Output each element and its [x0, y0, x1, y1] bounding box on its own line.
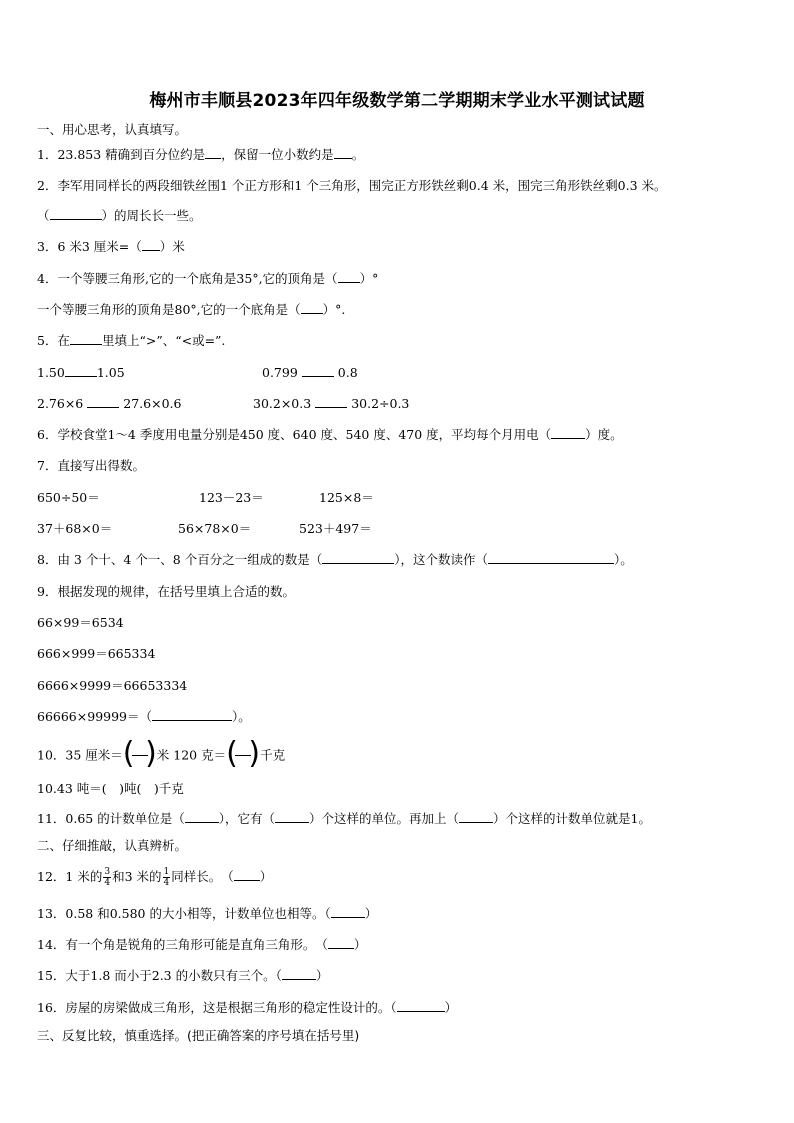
page-title: 梅州市丰顺县2023年四年级数学第二学期期末学业水平测试试题	[149, 91, 645, 111]
fraction: $\frac{3}{4}$	[104, 867, 111, 888]
compare-item: 30.2×0.3 30.2÷0.3	[253, 396, 410, 411]
section-2-heading: 二、仔细推敲，认真辨析。	[37, 838, 188, 853]
answer-blank[interactable]	[65, 364, 97, 377]
question-5: 5．在 里填上“>”、“<或=”.	[37, 333, 226, 348]
answer-blank[interactable]	[50, 207, 102, 220]
question-14: 14．有一个角是锐角的三角形可能是直角三角形。 （ ）	[37, 937, 367, 952]
question-2-line-1: 2．李军用同样长的两段细铁丝围1 个正方形和1 个三角形，围完正方形铁丝剩0.4 米，围完三角形铁丝剩0.3 米。	[37, 178, 667, 193]
question-10-line-2: 10.43 吨＝( )吨( )千克	[37, 781, 184, 796]
question-12: 12．1 米的 $\frac{3}{4}$ 和3 米的 $\frac{1}{4}$ 同样长。 （ ）	[37, 867, 273, 888]
answer-blank[interactable]	[488, 551, 614, 564]
section-3-heading: 三、反复比较，慎重选择。(把正确答案的序号填在括号里)	[37, 1028, 360, 1043]
pattern-line: 666×999＝665334	[37, 646, 156, 661]
answer-blank[interactable]	[282, 967, 316, 980]
question-16: 16．房屋的房梁做成三角形，这是根据三角形的稳定性设计的。（ ）	[37, 1000, 458, 1015]
question-9: 9．根据发现的规律，在括号里填上合适的数。	[37, 584, 295, 599]
pattern-line: 66666×99999＝（ ）。	[37, 709, 251, 724]
calc-item: 123－23＝	[199, 490, 264, 505]
answer-blank[interactable]	[302, 364, 334, 377]
question-2-line-2: （ ）的周长长一些。	[37, 208, 202, 223]
calc-item: 523＋497＝	[299, 521, 372, 536]
pattern-line: 6666×9999＝66653334	[37, 678, 188, 693]
question-8: 8．由 3 个十、4 个一、8 个百分之一组成的数是（ ），这个数读作（ ）。	[37, 552, 633, 567]
question-3: 3．6 米3 厘米=（ ）米	[37, 239, 185, 254]
answer-blank[interactable]	[301, 301, 323, 314]
answer-blank[interactable]	[152, 708, 232, 721]
answer-blank[interactable]	[275, 810, 309, 823]
compare-item: 0.799 0.8	[262, 365, 358, 380]
answer-blank[interactable]	[142, 238, 160, 251]
compare-item: 2.76×6 27.6×0.6	[37, 396, 182, 411]
answer-blank[interactable]	[338, 270, 360, 283]
calc-item: 125×8＝	[319, 490, 374, 505]
fraction-blank[interactable]: ( )	[122, 736, 157, 771]
question-13: 13．0.58 和0.580 的大小相等，计数单位也相等。（ ）	[37, 906, 378, 921]
section-1-heading: 一、用心思考，认真填写。	[37, 122, 188, 137]
answer-blank[interactable]	[87, 395, 119, 408]
answer-blank	[70, 332, 102, 345]
answer-blank[interactable]	[459, 810, 493, 823]
answer-blank[interactable]	[185, 810, 219, 823]
answer-blank[interactable]	[234, 868, 260, 881]
calc-item: 650÷50＝	[37, 490, 100, 505]
answer-blank[interactable]	[322, 551, 394, 564]
answer-blank[interactable]	[551, 426, 585, 439]
answer-blank[interactable]	[397, 999, 445, 1012]
answer-blank[interactable]	[331, 905, 365, 918]
answer-blank[interactable]	[334, 146, 352, 159]
fraction: $\frac{1}{4}$	[163, 867, 170, 888]
question-10: 10．35 厘米＝ ( ) 米 120 克＝ ( ) 千克	[37, 736, 286, 771]
answer-blank[interactable]	[315, 395, 347, 408]
fraction-blank[interactable]: ( )	[226, 736, 261, 771]
question-4-line-2: 一个等腰三角形的顶角是80°,它的一个底角是（ ）°.	[37, 302, 346, 317]
compare-item: 1.50 1.05	[37, 365, 125, 380]
question-15: 15．大于1.8 而小于2.3 的小数只有三个。（ ）	[37, 968, 329, 983]
answer-blank[interactable]	[205, 146, 221, 159]
question-4-line-1: 4．一个等腰三角形,它的一个底角是35°,它的顶角是（ ）°	[37, 271, 379, 286]
question-6: 6．学校食堂1～4 季度用电量分别是450 度、640 度、540 度、470 度，平均每个月用电（ ）度。	[37, 427, 623, 442]
answer-blank[interactable]	[328, 936, 354, 949]
question-7: 7．直接写出得数。	[37, 458, 145, 473]
calc-item: 56×78×0＝	[178, 521, 252, 536]
question-11: 11．0.65 的计数单位是（ ），它有（ ）个这样的单位。再加上（ ）个这样的计数单位就是1。	[37, 811, 651, 826]
calc-item: 37＋68×0＝	[37, 521, 113, 536]
pattern-line: 66×99＝6534	[37, 615, 124, 630]
question-1: 1．23.853 精确到百分位约是 ，保留一位小数约是 。	[37, 147, 365, 162]
